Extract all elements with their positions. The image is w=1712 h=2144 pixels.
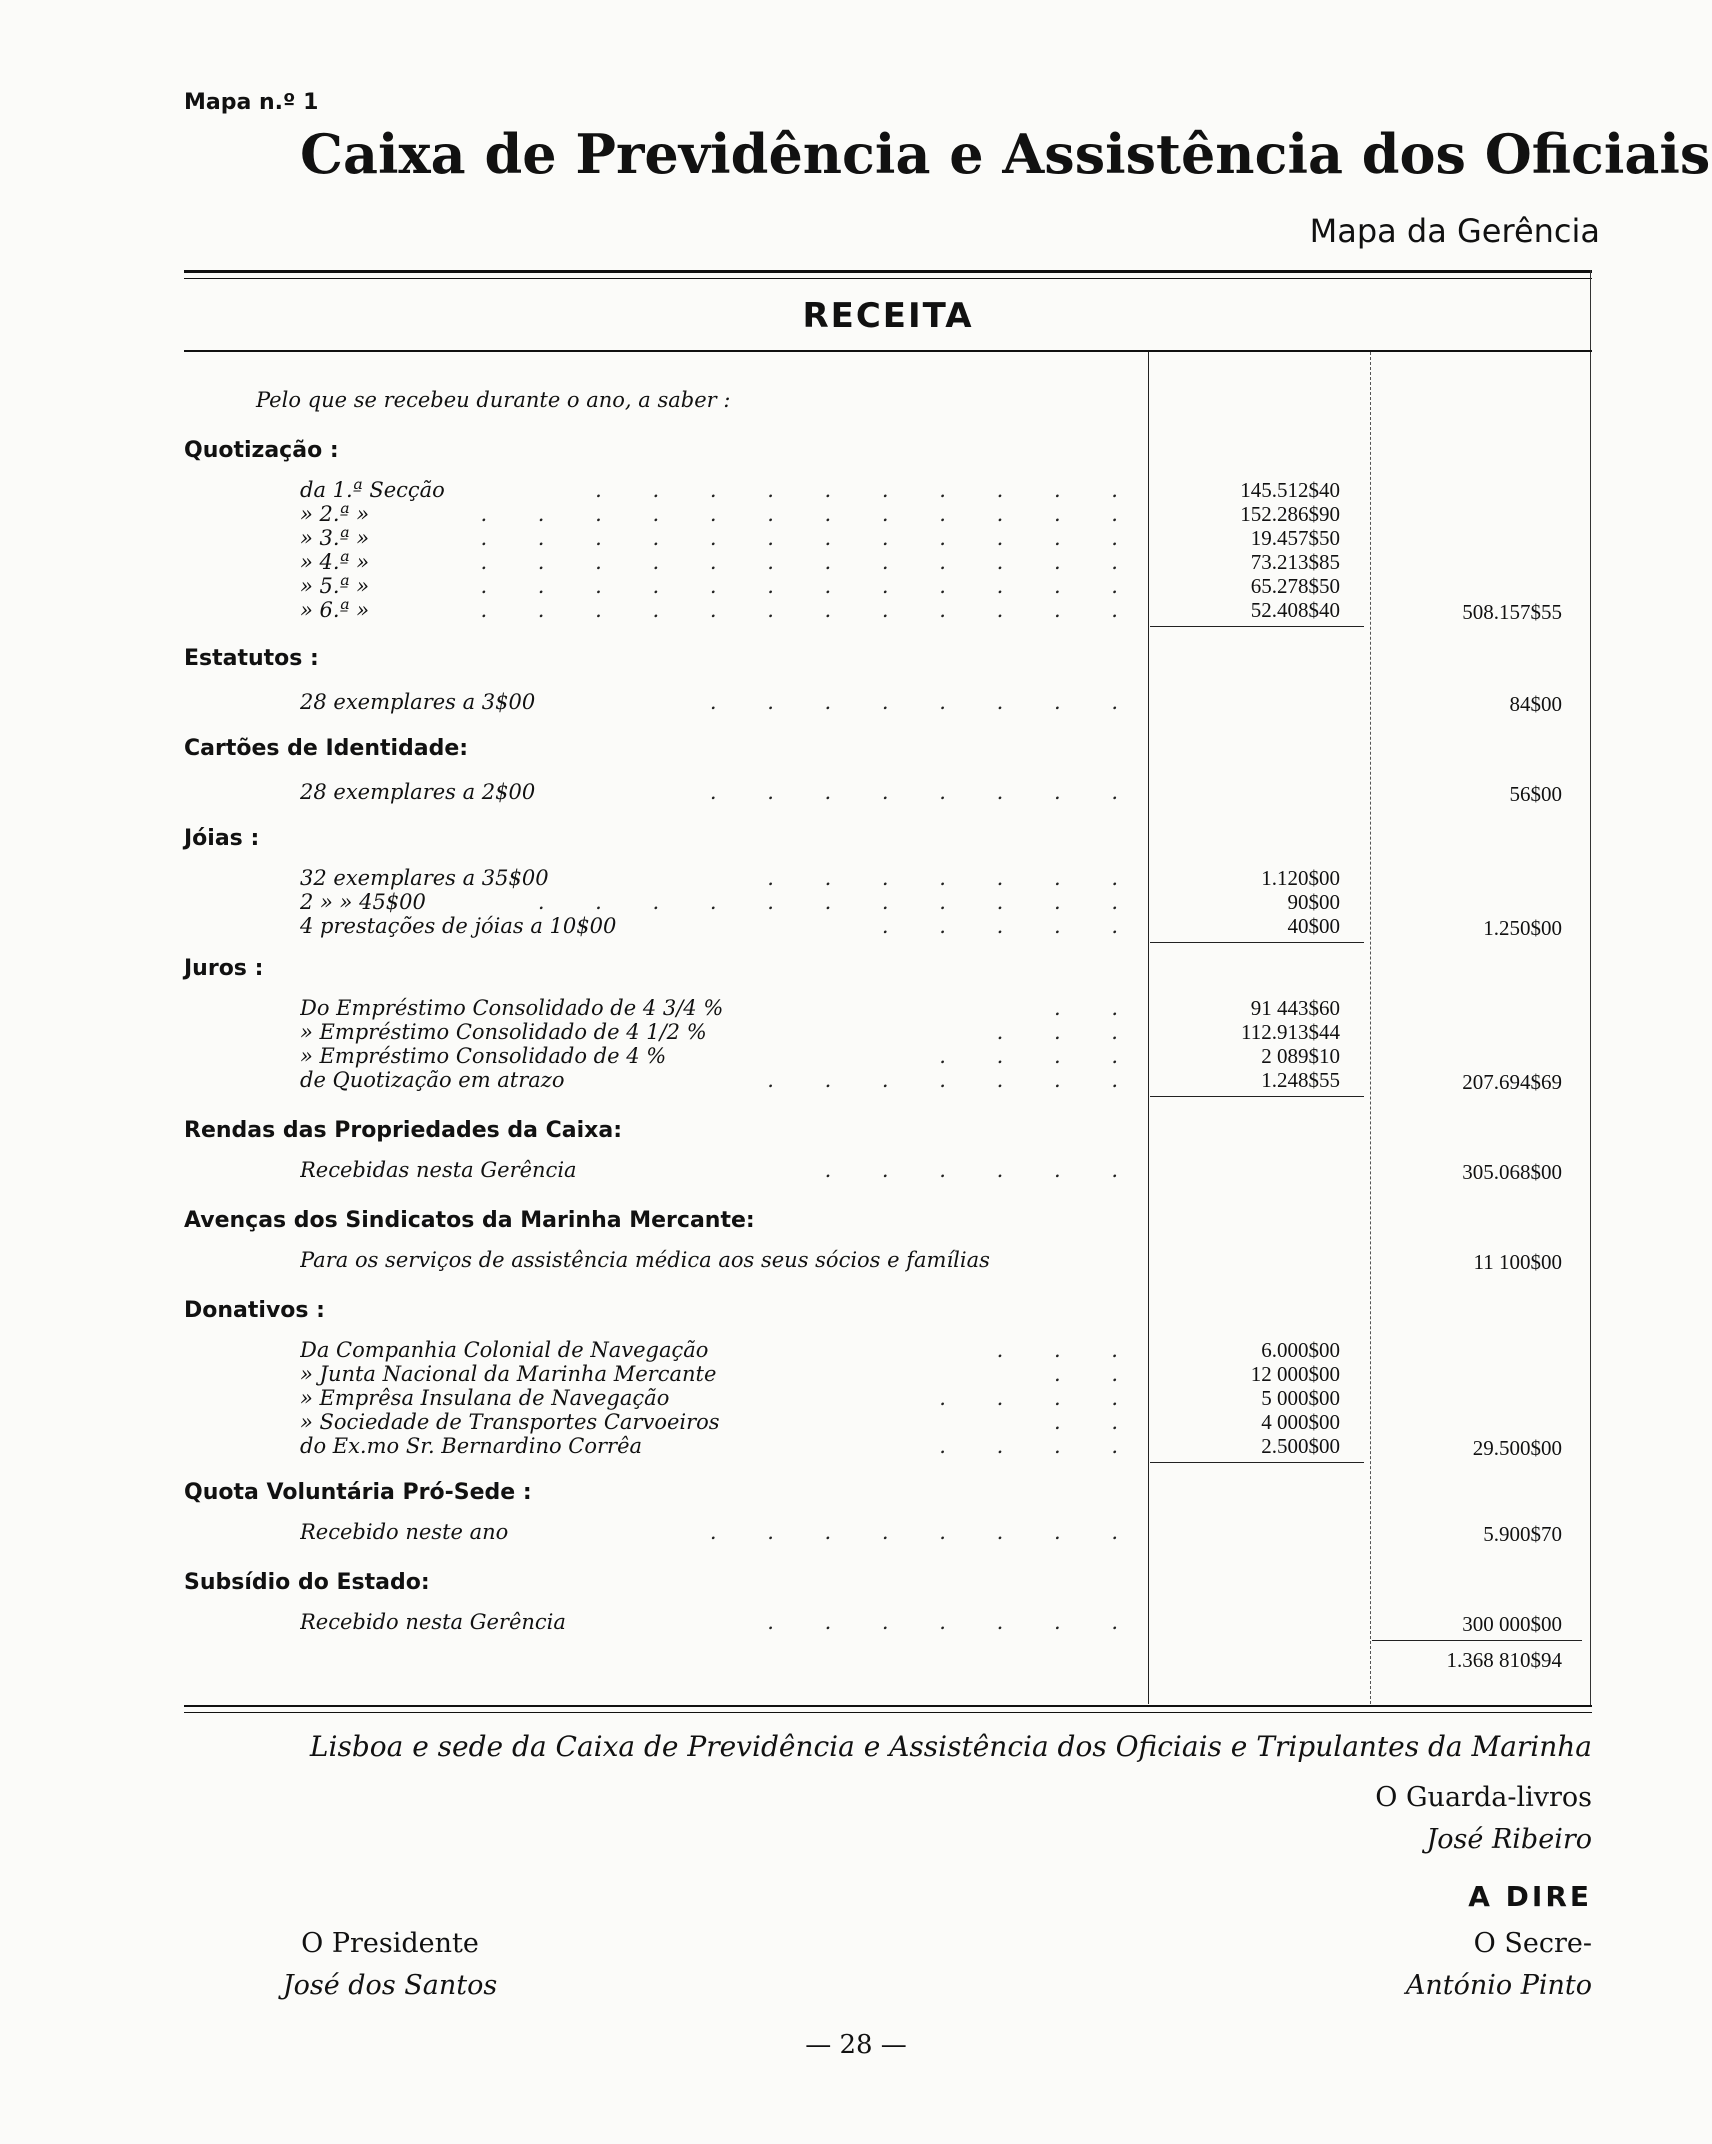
- ledger-row-label: Recebido nesta Gerência: [300, 1610, 566, 1634]
- ledger-row-label: » Empréstimo Consolidado de 4 %: [300, 1044, 667, 1068]
- ledger-row-label: 28 exemplares a 3$00: [300, 690, 536, 714]
- page-number: — 28 —: [805, 2030, 907, 2060]
- item-amount: 19.457$50: [1250, 526, 1340, 550]
- column-separator-1: [1148, 352, 1149, 1704]
- heading-rule: [184, 350, 1592, 352]
- category-total: 300 000$00: [1462, 1612, 1562, 1636]
- ledger-row: [300, 1248, 1140, 1272]
- ledger-row: [300, 1386, 1140, 1410]
- ledger-row: [300, 780, 1140, 804]
- category-heading: Subsídio do Estado:: [184, 1570, 430, 1595]
- subtotal-rule: [1150, 1096, 1364, 1097]
- ledger-row-label: do Ex.mo Sr. Bernardino Corrêa: [300, 1434, 643, 1458]
- ledger-row-label: » Sociedade de Transportes Carvoeiros: [300, 1410, 720, 1434]
- ledger-row-label: Da Companhia Colonial de Navegação: [300, 1338, 709, 1362]
- ledger-row-label: 32 exemplares a 35$00: [300, 866, 549, 890]
- category-total: 207.694$69: [1462, 1070, 1562, 1094]
- ledger-row: [300, 478, 1140, 502]
- leader-dots: . . . . . . .: [767, 866, 1140, 890]
- ledger-row: [300, 1362, 1140, 1386]
- ledger-row: [300, 526, 1140, 550]
- ledger-row-label: » 6.ª »: [300, 598, 370, 622]
- ledger-row-label: » 5.ª »: [300, 574, 370, 598]
- ledger-row: [300, 1158, 1140, 1182]
- secretary-role: O Secre-: [1473, 1928, 1592, 1959]
- president-name: José dos Santos: [282, 1970, 498, 2001]
- category-total: 508.157$55: [1462, 600, 1562, 624]
- ledger-row-label: » Junta Nacional da Marinha Mercante: [300, 1362, 717, 1386]
- item-amount: 112.913$44: [1241, 1020, 1340, 1044]
- category-heading: Avenças dos Sindicatos da Marinha Mercante:: [184, 1208, 755, 1233]
- category-total: 84$00: [1509, 692, 1562, 716]
- ledger-row: [300, 1068, 1140, 1092]
- item-amount: 73.213$85: [1250, 550, 1340, 574]
- category-heading: Rendas das Propriedades da Caixa:: [184, 1118, 623, 1143]
- item-amount: 65.278$50: [1250, 574, 1340, 598]
- leader-dots: . . . . . . . .: [709, 1520, 1140, 1544]
- category-total: 5.900$70: [1483, 1522, 1562, 1546]
- ledger-row-label: » Emprêsa Insulana de Navegação: [300, 1386, 670, 1410]
- leader-dots: . . . . . . . .: [709, 690, 1140, 714]
- ledger-row: [300, 1410, 1140, 1434]
- ledger-row-label: de Quotização em atrazo: [300, 1068, 565, 1092]
- leader-dots: . . . . . . .: [767, 1610, 1140, 1634]
- leader-dots: . . . . .: [881, 914, 1140, 938]
- subtotal-rule: [1150, 1462, 1364, 1463]
- ledger-row: [300, 1044, 1140, 1068]
- ledger-row-label: » Empréstimo Consolidado de 4 1/2 %: [300, 1020, 707, 1044]
- leader-dots: . . .: [996, 1020, 1140, 1044]
- category-heading: Quotização :: [184, 438, 339, 463]
- leader-dots: . . . . . . . . . . . .: [480, 598, 1140, 622]
- ledger-row-label: » 3.ª »: [300, 526, 370, 550]
- item-amount: 1.120$00: [1261, 866, 1340, 890]
- ledger-row: [300, 890, 1140, 914]
- leader-dots: . . . . . . . . . . . .: [480, 550, 1140, 574]
- category-total: 305.068$00: [1462, 1160, 1562, 1184]
- ledger-row: [300, 914, 1140, 938]
- ledger-row-label: da 1.ª Secção: [300, 478, 445, 502]
- document-title: Caixa de Previdência e Assistência dos Oficiais: [300, 122, 1711, 186]
- category-heading: Jóias :: [184, 826, 260, 851]
- item-amount: 6.000$00: [1261, 1338, 1340, 1362]
- subtotal-rule: [1150, 626, 1364, 627]
- ledger-row-label: 4 prestações de jóias a 10$00: [300, 914, 617, 938]
- leader-dots: . . . . . . . . . . . .: [480, 502, 1140, 526]
- leader-dots: . . . .: [939, 1434, 1140, 1458]
- item-amount: 91 443$60: [1250, 996, 1340, 1020]
- ledger-row: [300, 598, 1140, 622]
- ledger-row-label: Recebido neste ano: [300, 1520, 509, 1544]
- ledger-row-label: 2 » » 45$00: [300, 890, 426, 914]
- ledger-row: [300, 1434, 1140, 1458]
- category-heading: Juros :: [184, 956, 264, 981]
- ledger-row-label: 28 exemplares a 2$00: [300, 780, 536, 804]
- leader-dots: . . . . . . . . . . . .: [480, 574, 1140, 598]
- ledger-row-label: » 4.ª »: [300, 550, 370, 574]
- ledger-row: [300, 1610, 1140, 1634]
- secretary-name: António Pinto: [1405, 1970, 1592, 2001]
- category-total: 56$00: [1509, 782, 1562, 806]
- direction-heading: A DIRE: [1468, 1880, 1592, 1913]
- leader-dots: . . . . . .: [824, 1158, 1140, 1182]
- category-total: 1.250$00: [1483, 916, 1562, 940]
- column-separator-2: [1370, 352, 1371, 1704]
- item-amount: 4 000$00: [1261, 1410, 1340, 1434]
- subtotal-rule: [1150, 942, 1364, 943]
- item-amount: 2.500$00: [1261, 1434, 1340, 1458]
- leader-dots: . . .: [996, 1338, 1140, 1362]
- ledger-row: [300, 574, 1140, 598]
- category-heading: Estatutos :: [184, 646, 319, 671]
- item-amount: 12 000$00: [1250, 1362, 1340, 1386]
- map-number: Mapa n.º 1: [184, 90, 319, 115]
- item-amount: 145.512$40: [1240, 478, 1340, 502]
- grand-total-rule: [1372, 1640, 1582, 1641]
- ledger-row: [300, 866, 1140, 890]
- leader-dots: . .: [1053, 996, 1140, 1020]
- bottom-rule: [184, 1705, 1592, 1707]
- item-amount: 52.408$40: [1250, 598, 1340, 622]
- category-heading: Cartões de Identidade:: [184, 736, 469, 761]
- ledger-row-label: » 2.ª »: [300, 502, 370, 526]
- ledger-row: [300, 1338, 1140, 1362]
- leader-dots: . . . . . . . . . .: [595, 478, 1140, 502]
- ledger-row: [300, 690, 1140, 714]
- bottom-rule-thin: [184, 1712, 1592, 1713]
- item-amount: 40$00: [1287, 914, 1340, 938]
- category-total: 11 100$00: [1473, 1250, 1562, 1274]
- category-heading: Donativos :: [184, 1298, 325, 1323]
- item-amount: 5 000$00: [1261, 1386, 1340, 1410]
- leader-dots: . . . . . . .: [767, 1068, 1140, 1092]
- leader-dots: . . . . . . . . . . . .: [480, 526, 1140, 550]
- item-amount: 1.248$55: [1261, 1068, 1340, 1092]
- ledger-row: [300, 996, 1140, 1020]
- document-subtitle: Mapa da Gerência: [1309, 212, 1600, 250]
- intro-text: Pelo que se recebeu durante o ano, a saber :: [256, 388, 731, 412]
- ledger-row-label: Para os serviços de assistência médica aos seus sócios e famílias: [300, 1248, 990, 1272]
- bookkeeper-role: O Guarda-livros: [1375, 1782, 1592, 1813]
- ledger-row: [300, 1020, 1140, 1044]
- ledger-row: [300, 1520, 1140, 1544]
- item-amount: 90$00: [1287, 890, 1340, 914]
- leader-dots: . . . . . . . . . . .: [537, 890, 1140, 914]
- ledger-row: [300, 502, 1140, 526]
- section-heading-receita: RECEITA: [802, 296, 974, 336]
- item-amount: 2 089$10: [1261, 1044, 1340, 1068]
- leader-dots: . . . .: [939, 1044, 1140, 1068]
- category-total: 29.500$00: [1472, 1436, 1562, 1460]
- category-heading: Quota Voluntária Pró-Sede :: [184, 1480, 532, 1505]
- leader-dots: . .: [1053, 1410, 1140, 1434]
- footer-location-line: Lisboa e sede da Caixa de Previdência e Assistência dos Oficiais e Tripulantes da Marinha: [309, 1730, 1592, 1763]
- item-amount: 152.286$90: [1240, 502, 1340, 526]
- ledger-row-label: Recebidas nesta Gerência: [300, 1158, 577, 1182]
- ledger-row-label: Do Empréstimo Consolidado de 4 3/4 %: [300, 996, 724, 1020]
- top-rule: [184, 270, 1592, 273]
- leader-dots: . . . .: [939, 1386, 1140, 1410]
- bookkeeper-name: José Ribeiro: [1426, 1824, 1592, 1855]
- ledger-row: [300, 550, 1140, 574]
- leader-dots: . .: [1053, 1362, 1140, 1386]
- grand-total: 1.368 810$94: [1446, 1648, 1562, 1672]
- top-rule-thin: [184, 278, 1592, 279]
- president-role: O Presidente: [301, 1928, 479, 1959]
- right-border: [1590, 270, 1591, 1705]
- leader-dots: . . . . . . . .: [709, 780, 1140, 804]
